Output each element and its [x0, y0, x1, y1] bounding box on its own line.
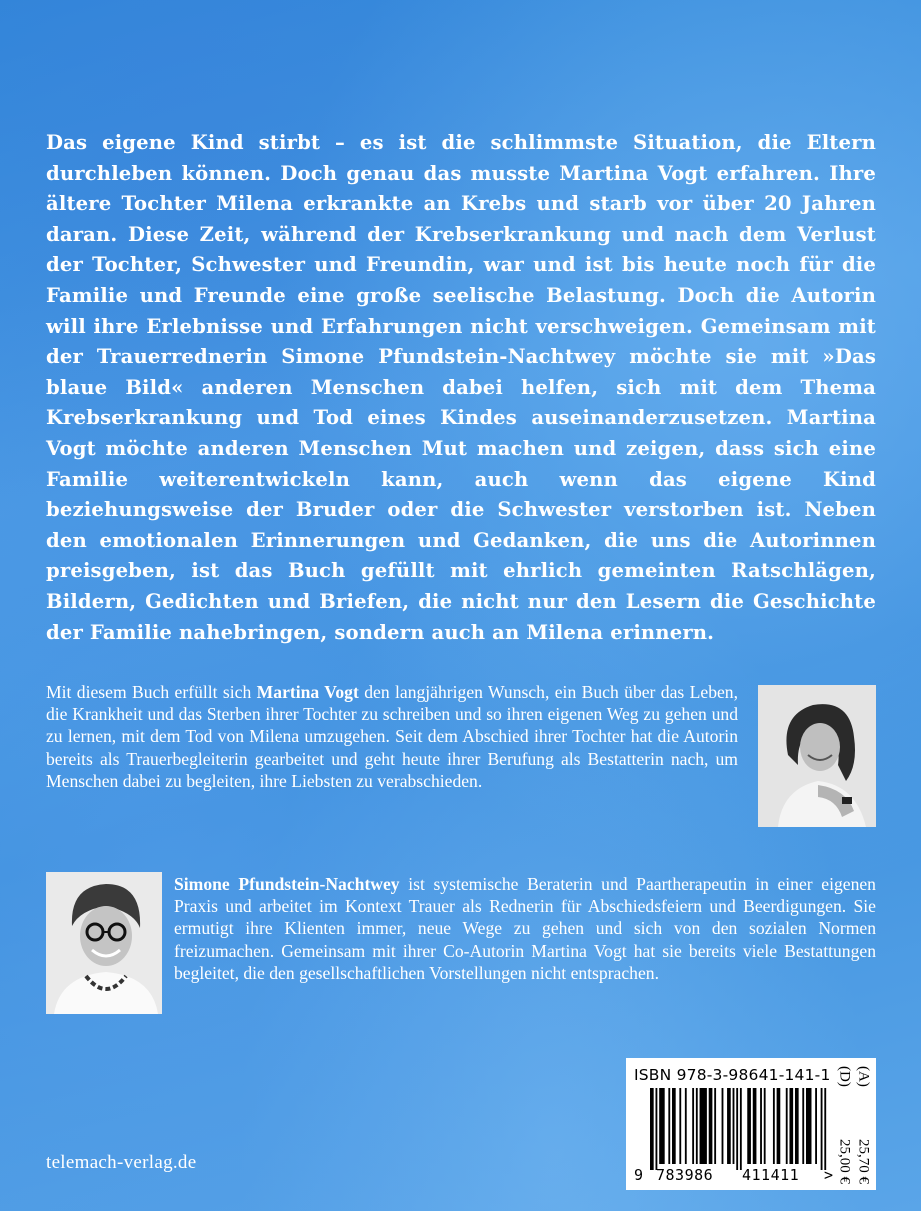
barcode-arrow: > — [824, 1166, 834, 1184]
price-germany — [834, 1066, 853, 1184]
bio-text: ist systemische Beraterin und Paartherapeutin in einer eigenen Praxis und arbeitet im Kontext Trauer als Rednerin für Abschiedsfeiern und Beerdigungen. Sie ermutigt ihre Klienten immer, neue Wege zu gehen und sich von den sozialen Normen freizumachen. Gemeinsam mit ihrer Co-Autorin Martina Vogt hat sie bereits viele Bestattungen begleitet, die den gesellschaftlichen Vorstellungen nicht entsprachen. — [174, 874, 876, 983]
author-photo-simone-pfundstein-nachtwey — [46, 872, 162, 1014]
author-name: Martina Vogt — [256, 682, 359, 702]
price-value: 25,00 € — [836, 1139, 852, 1184]
author-bio-simone-pfundstein-nachtwey — [174, 873, 876, 984]
bio-intro: Mit diesem Buch erfüllt sich — [46, 682, 257, 702]
blurb-text: Das eigene Kind stirbt – es ist die schlimmste Situation, die Eltern durchleben können. Doch genau das musste Martina Vogt erfahren. Ihre ältere Tochter Milena erkrankte an Krebs und starb vor über 20 Jahren daran. Diese Zeit, während der Krebserkrankung und nach dem Verlust der Tochter, Schwester und Freundin, war und ist bis heute noch für die Familie und Freunde eine große seelische Belastung. Doch die Autorin will ihre Erlebnisse und Erfahrungen nicht verschweigen. Gemeinsam mit der Trauerrednerin Simone Pfundstein-Nachtwey möchte sie mit »Das blaue Bild« anderen Menschen dabei helfen, sich mit dem Thema Krebserkrankung und Tod eines Kindes auseinanderzusetzen. Martina Vogt möchte anderen Menschen Mut machen und zeigen, dass sich eine Familie weiterentwickeln kann, auch wenn das eigene Kind beziehungsweise der Bruder oder die Schwester verstorben ist. Neben den emotionalen Erinnerungen und Gedanken, die uns die Autorinnen preisgeben, ist das Buch gefüllt mit ehrlich gemeinten Ratschlägen, Bildern, Gedichten und Briefen, die nicht nur den Lesern die Geschichte der Familie nahebringen, sondern auch an Milena erinnern. — [46, 131, 876, 644]
barcode-digits-left: 783986 — [656, 1166, 714, 1184]
price-value: 25,70 € — [855, 1139, 871, 1184]
barcode-bars — [650, 1088, 828, 1170]
barcode-digits-right: 411411 — [742, 1166, 800, 1184]
isbn-barcode — [626, 1058, 876, 1190]
back-cover-blurb — [46, 128, 876, 648]
author-photo-martina-vogt — [758, 685, 876, 827]
bio-text: den langjährigen Wunsch, ein Buch über das Leben, die Krankheit und das Sterben ihrer Tochter zu schreiben und so ihren eigenen Weg zu gehen und zu lernen, mit dem Tod von Milena umzugehen. Seit dem Abschied ihrer Tochter hat die Autorin bereits als Trauerbegleiterin gearbeitet und geht heute ihrer Berufung als Bestatterin nach, um Menschen dabei zu begleiten, ihre Liebsten zu verabschieden. — [46, 682, 738, 791]
price-block — [834, 1066, 872, 1184]
barcode-digit-first: 9 — [634, 1166, 644, 1184]
price-country-label: (D) — [836, 1066, 852, 1087]
author-bio-martina-vogt — [46, 681, 738, 792]
price-country-label: (A) — [855, 1066, 871, 1087]
author-name: Simone Pfundstein-Nachtwey — [174, 874, 400, 894]
price-austria — [853, 1066, 872, 1184]
publisher-website[interactable]: telemach-verlag.de — [46, 1152, 197, 1173]
isbn-label: ISBN 978-3-98641-141-1 — [634, 1066, 831, 1084]
